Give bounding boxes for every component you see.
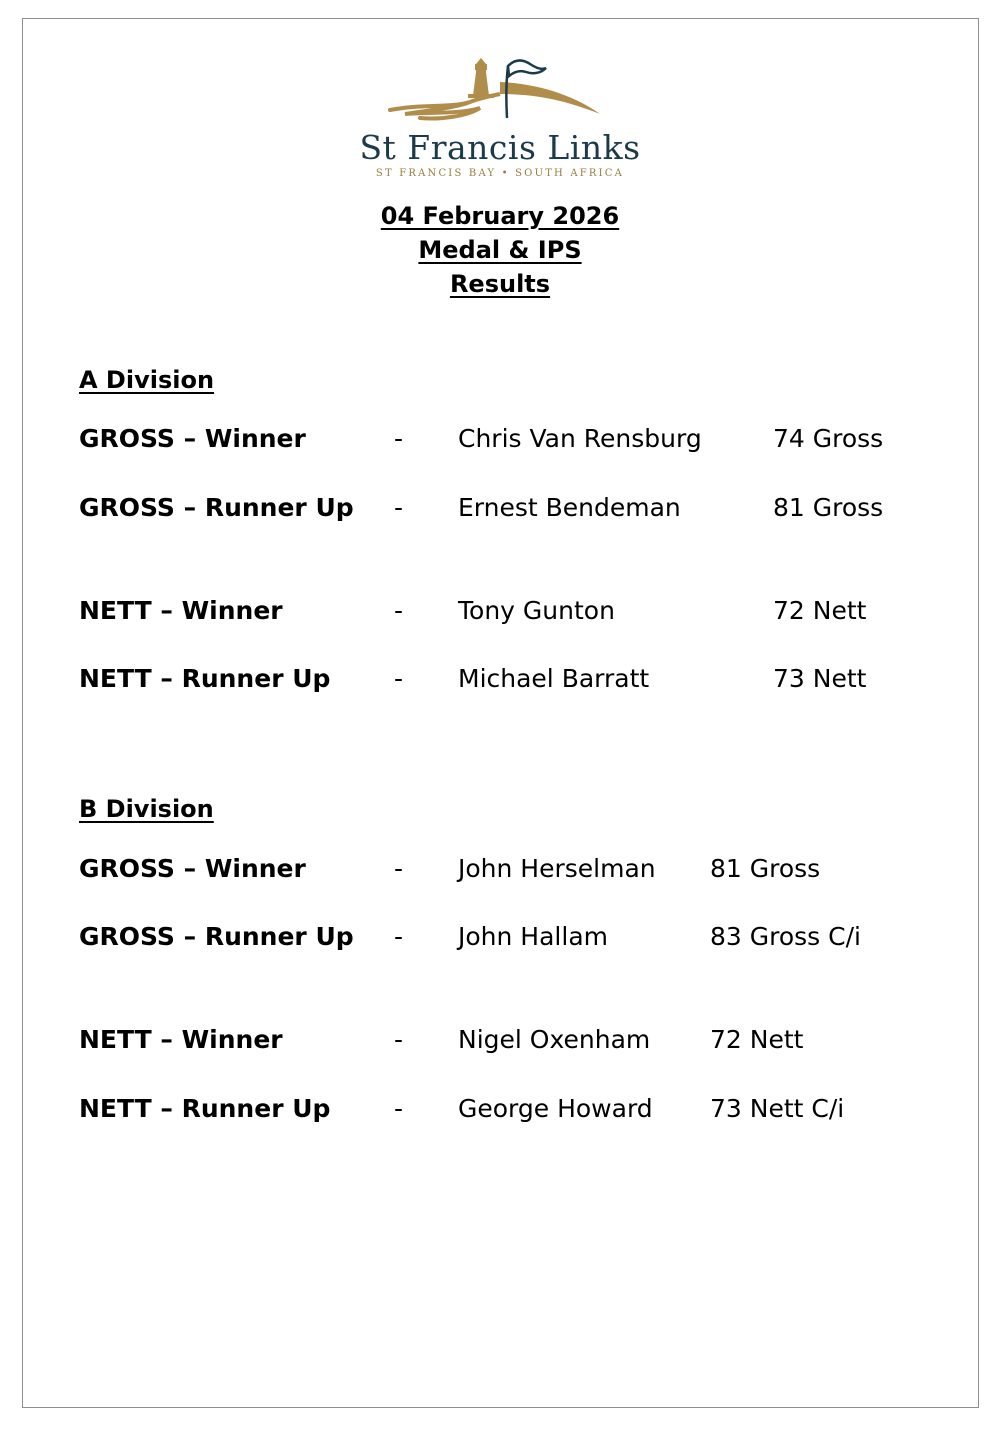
result-row: [0, 664, 1000, 698]
result-dash: -: [394, 596, 404, 625]
result-category: GROSS – Runner Up: [79, 493, 354, 522]
result-category: NETT – Runner Up: [79, 1094, 331, 1123]
result-category: NETT – Winner: [79, 596, 283, 625]
player-score: 74 Gross: [773, 424, 884, 453]
player-score: 83 Gross C/i: [710, 922, 861, 951]
player-name: John Hallam: [458, 922, 608, 951]
event-name: Medal & IPS: [418, 236, 582, 264]
result-dash: -: [394, 664, 404, 693]
player-name: Tony Gunton: [458, 596, 615, 625]
player-score: 81 Gross: [773, 493, 884, 522]
player-name: George Howard: [458, 1094, 653, 1123]
result-category: NETT – Winner: [79, 1025, 283, 1054]
player-score: 73 Nett C/i: [710, 1094, 845, 1123]
result-dash: -: [394, 1094, 404, 1123]
result-row: [0, 424, 1000, 458]
result-category: GROSS – Runner Up: [79, 922, 354, 951]
club-logo: [0, 52, 1000, 136]
result-category: NETT – Runner Up: [79, 664, 331, 693]
result-dash: -: [394, 922, 404, 951]
result-category: GROSS – Winner: [79, 854, 306, 883]
division-title-a: A Division: [79, 366, 215, 394]
result-row: [0, 854, 1000, 888]
result-row: [0, 596, 1000, 630]
lighthouse-flag-logo-icon: [360, 52, 640, 132]
result-dash: -: [394, 1025, 404, 1054]
result-row: [0, 922, 1000, 956]
result-row: [0, 493, 1000, 527]
player-score: 72 Nett: [710, 1025, 804, 1054]
result-dash: -: [394, 493, 404, 522]
result-row: [0, 1025, 1000, 1059]
result-dash: -: [394, 424, 404, 453]
result-dash: -: [394, 854, 404, 883]
results-heading: Results: [449, 270, 551, 298]
player-score: 72 Nett: [773, 596, 867, 625]
player-name: Michael Barratt: [458, 664, 650, 693]
logo-subtitle: ST FRANCIS BAY • SOUTH AFRICA: [375, 168, 625, 179]
results-date: 04 February 2026: [380, 202, 620, 230]
player-score: 73 Nett: [773, 664, 867, 693]
player-name: Nigel Oxenham: [458, 1025, 651, 1054]
player-name: John Herselman: [458, 854, 656, 883]
result-category: GROSS – Winner: [79, 424, 306, 453]
result-row: [0, 1094, 1000, 1128]
player-name: Ernest Bendeman: [458, 493, 681, 522]
logo-name: St Francis Links: [359, 128, 641, 167]
player-score: 81 Gross: [710, 854, 821, 883]
division-title-b: B Division: [79, 795, 214, 823]
player-name: Chris Van Rensburg: [458, 424, 702, 453]
